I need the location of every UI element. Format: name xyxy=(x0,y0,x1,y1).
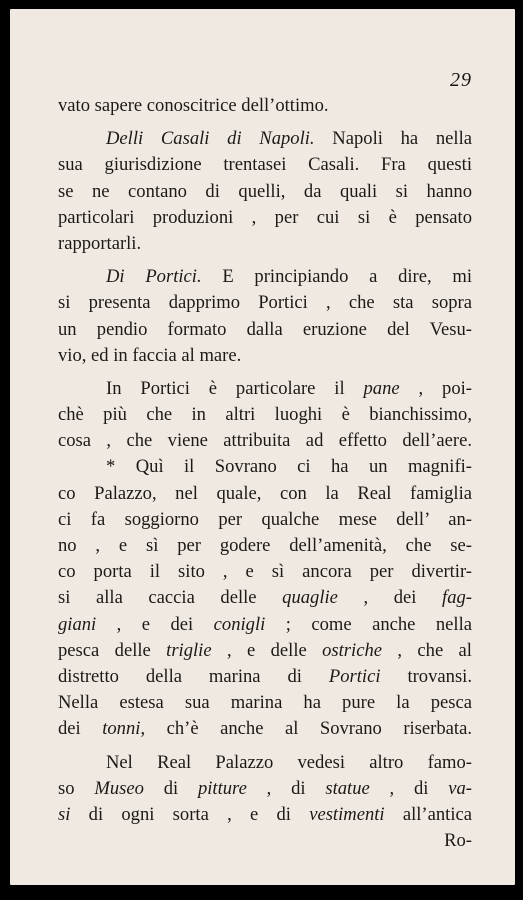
text-run: si presenta dapprimo Portici , che sta sopra xyxy=(58,292,472,314)
text-line xyxy=(58,533,472,559)
italic-run: vestimenti xyxy=(309,803,385,825)
text-run: ; come anche nella xyxy=(265,613,472,635)
text-line xyxy=(58,205,472,231)
italic-run: tonni xyxy=(102,718,141,740)
text-run: , dei xyxy=(337,587,443,609)
italic-run: Di Portici. xyxy=(106,266,202,288)
italic-run: pitture xyxy=(197,777,247,799)
text-run: cosa , che viene attribuita ad effetto dell’aere. xyxy=(58,430,472,452)
text-run: co porta il sito , e sì ancora per divertir- xyxy=(58,561,472,583)
text-run: di xyxy=(143,777,198,799)
italic-run: giani xyxy=(58,613,97,635)
text-line xyxy=(58,428,472,454)
catchword: Ro- xyxy=(444,830,472,852)
text-run: , di xyxy=(369,777,449,799)
text-line xyxy=(58,454,472,480)
text-run: si alla caccia delle xyxy=(58,587,283,609)
italic-run: Delli Casali di Napoli. xyxy=(106,128,315,150)
text-run: , che al xyxy=(382,639,472,661)
page-body-text xyxy=(58,93,472,854)
text-line xyxy=(58,179,472,205)
text-run: distretto della marina di xyxy=(58,665,329,687)
text-run: , di xyxy=(246,777,326,799)
italic-run: pane xyxy=(363,377,400,399)
text-line xyxy=(58,126,472,152)
text-run: co Palazzo, nel quale, con la Real famiglia xyxy=(58,482,472,504)
text-run: dei xyxy=(58,718,103,740)
text-line xyxy=(58,559,472,585)
text-line xyxy=(58,776,472,802)
text-run: , e delle xyxy=(211,639,323,661)
text-line xyxy=(58,612,472,638)
text-run: , e dei xyxy=(96,613,214,635)
text-run: Nella estesa sua marina ha pure la pesca xyxy=(58,692,472,714)
text-run: E principiando a dire, mi xyxy=(201,266,472,288)
text-run: ci fa soggiorno per qualche mese dell’ an- xyxy=(58,508,472,530)
book-page xyxy=(10,9,515,885)
text-line xyxy=(58,152,472,178)
text-run: un pendio formato dalla eruzione del Vesu- xyxy=(58,318,472,340)
text-run: Napoli ha nella xyxy=(314,128,472,150)
text-run: vato sapere conoscitrice dell’ottimo. xyxy=(58,95,329,116)
text-run: , ch’è anche al Sovrano riserbata. xyxy=(140,718,472,740)
text-line xyxy=(58,376,472,402)
text-run: * Quì il Sovrano ci ha un magnifi- xyxy=(106,456,472,478)
text-run: trovansi. xyxy=(380,665,472,687)
italic-run: ostriche xyxy=(322,639,383,661)
italic-run: si xyxy=(58,803,71,825)
text-run: sua giurisdizione trentasei Casali. Fra questi xyxy=(58,154,472,176)
italic-run: Portici xyxy=(328,665,381,687)
italic-run: statue xyxy=(325,777,370,799)
text-line xyxy=(58,317,472,343)
text-line xyxy=(58,402,472,428)
text-line xyxy=(58,638,472,664)
text-run: particolari produzioni , per cui si è pensato xyxy=(58,206,472,228)
text-line xyxy=(58,585,472,611)
text-line xyxy=(58,507,472,533)
text-run: di ogni sorta , e di xyxy=(70,803,310,825)
text-run: chè più che in altri luoghi è bianchissimo, xyxy=(58,404,472,426)
text-line xyxy=(58,802,472,828)
italic-run: Museo xyxy=(94,777,144,799)
text-run: Nel Real Palazzo vedesi altro famo- xyxy=(106,751,472,773)
text-line xyxy=(58,231,472,257)
italic-run: va- xyxy=(448,777,472,799)
text-run: rapportarli. xyxy=(58,232,142,254)
italic-run: triglie xyxy=(166,639,212,661)
text-line xyxy=(58,481,472,507)
text-line xyxy=(58,750,472,776)
text-run: vio, ed in faccia al mare. xyxy=(58,344,242,366)
page-number: 29 xyxy=(450,69,472,91)
text-run: In Portici è particolare il xyxy=(106,377,364,399)
text-line xyxy=(58,690,472,716)
text-line xyxy=(58,343,472,369)
text-line xyxy=(58,290,472,316)
text-line xyxy=(58,93,472,119)
text-run: all’antica xyxy=(384,803,472,825)
text-line xyxy=(58,264,472,290)
italic-run: conigli xyxy=(213,613,266,635)
text-line xyxy=(58,664,472,690)
text-line xyxy=(58,716,472,742)
italic-run: fag- xyxy=(442,587,472,609)
text-run: so xyxy=(58,777,95,799)
italic-run: quaglie xyxy=(282,587,338,609)
text-run: se ne contano di quelli, da quali si hanno xyxy=(58,180,472,202)
text-run: pesca delle xyxy=(58,639,167,661)
text-run: , poi- xyxy=(399,377,472,399)
text-run: no , e sì per godere dell’amenità, che se- xyxy=(58,535,472,556)
